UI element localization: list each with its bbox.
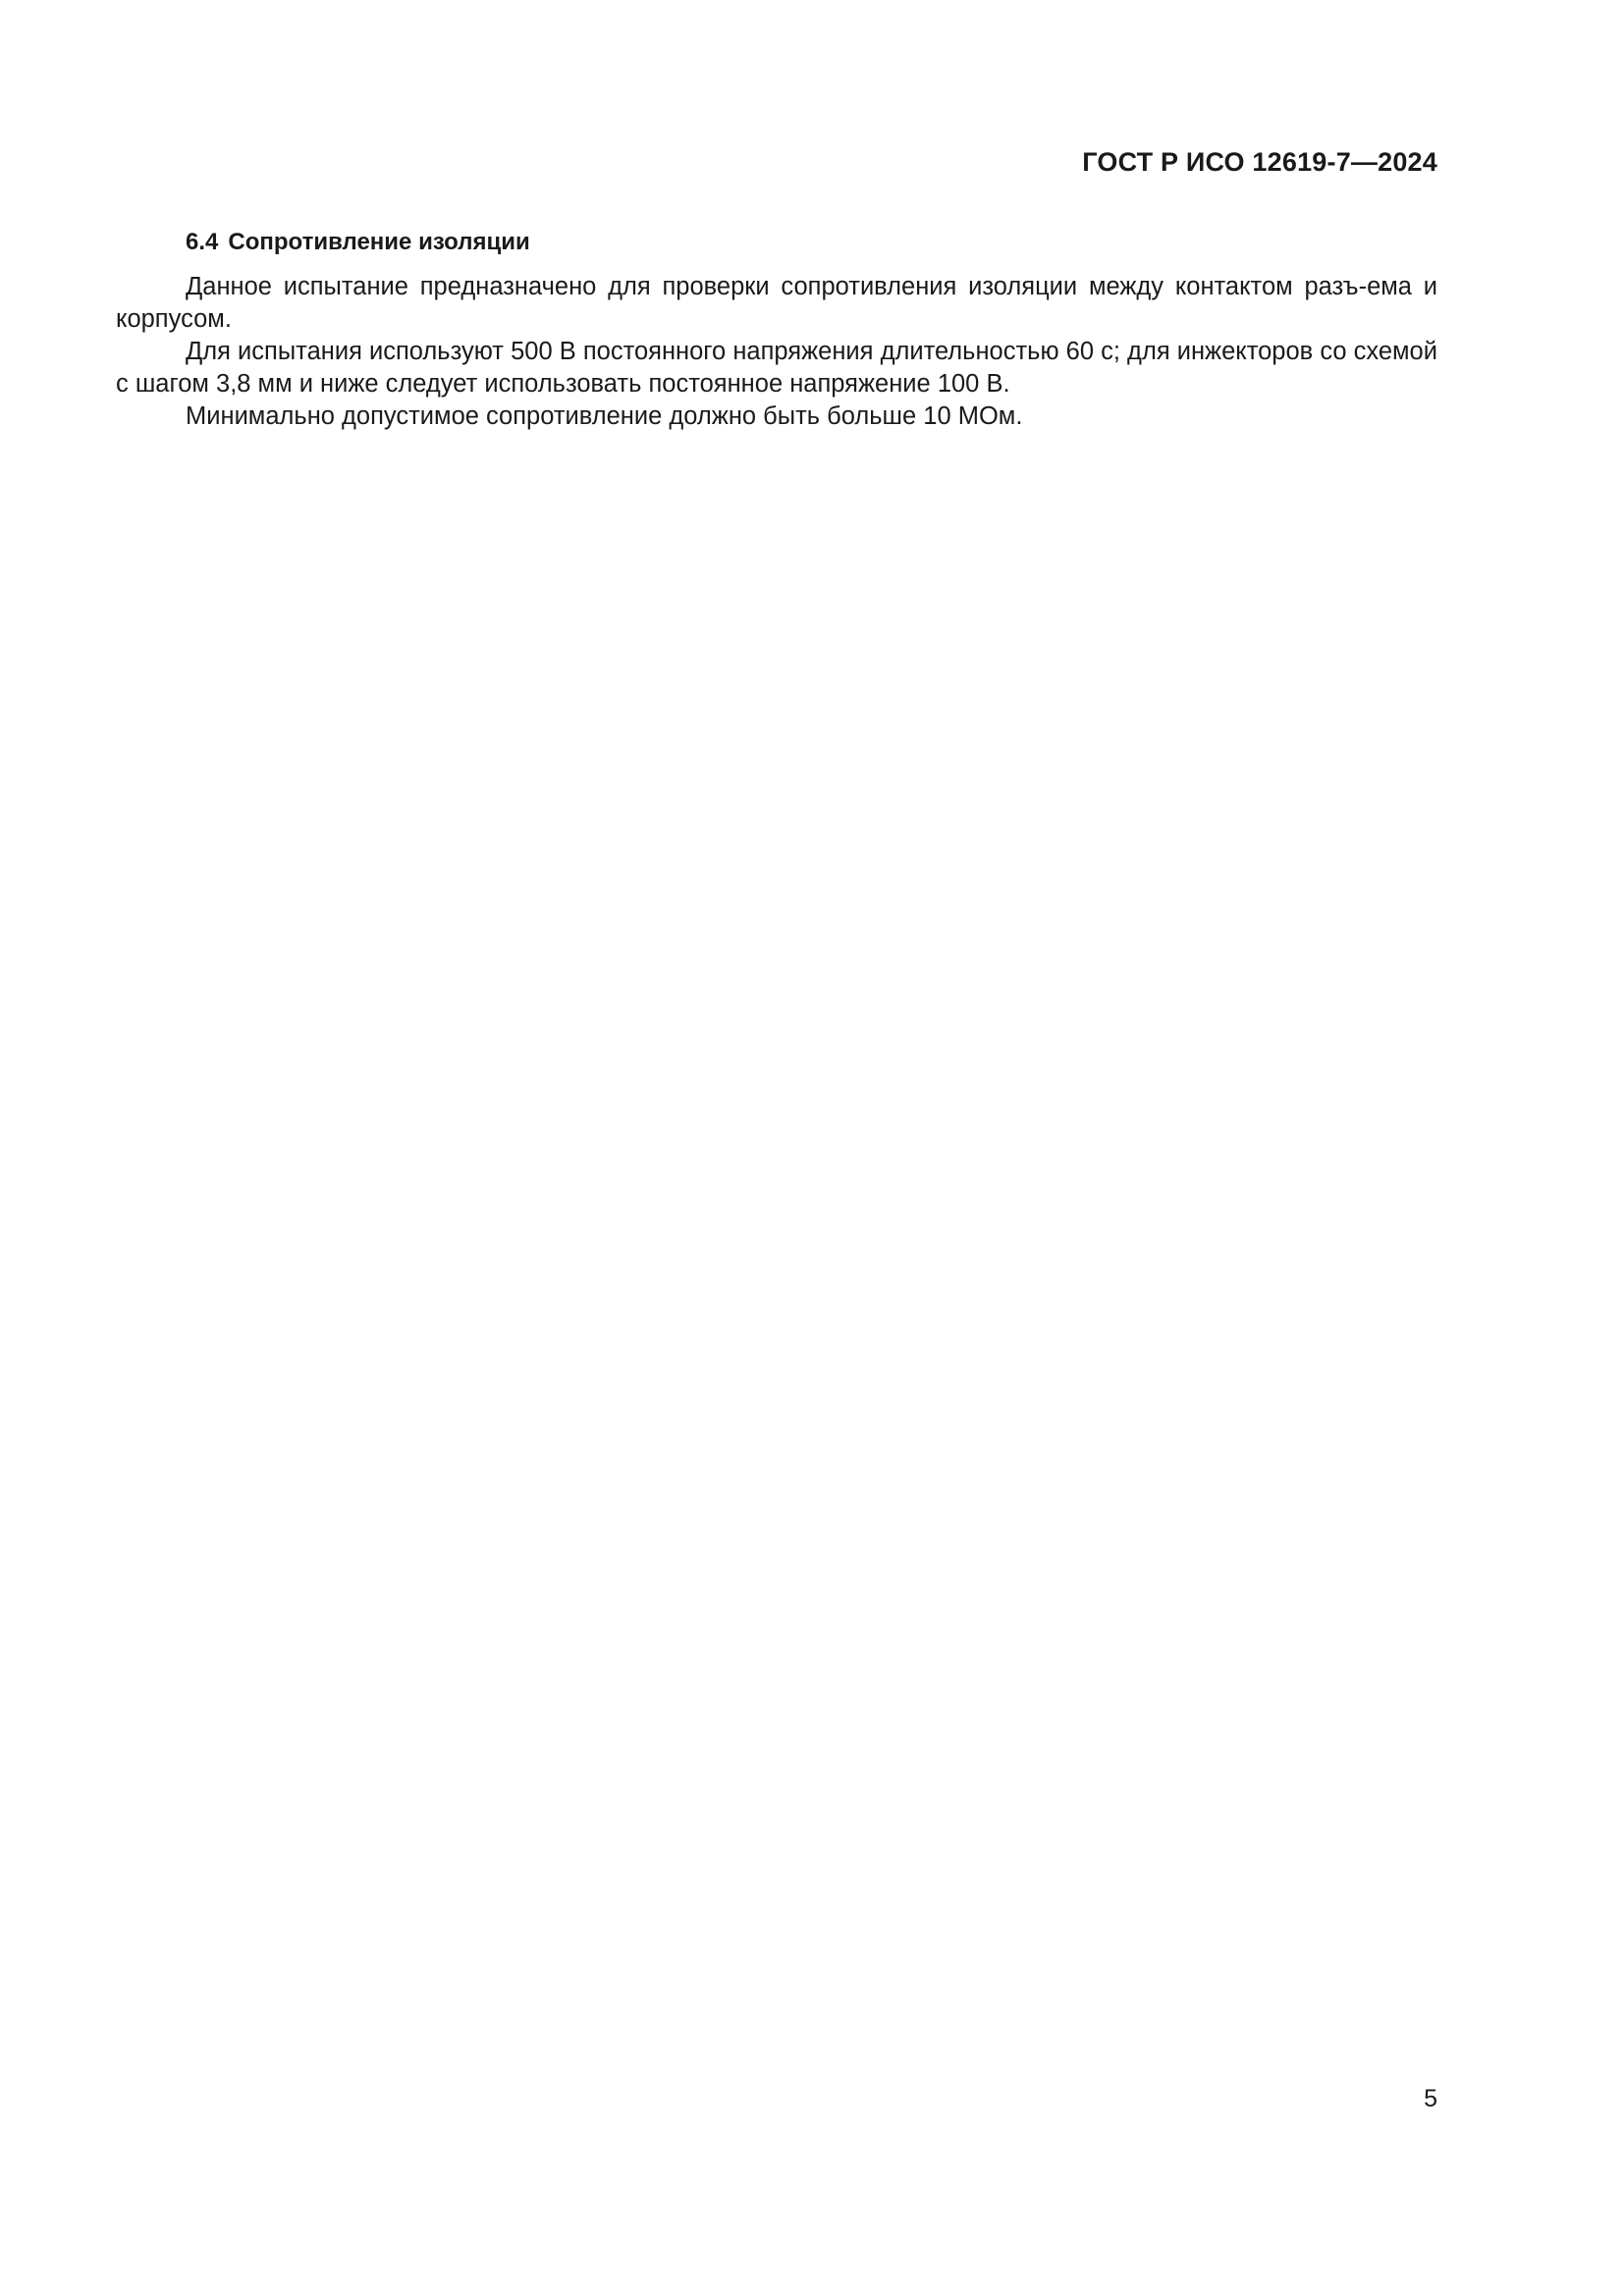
document-code-header: ГОСТ Р ИСО 12619-7—2024: [1082, 147, 1437, 177]
section-6-4: [116, 228, 1437, 433]
page-number: 5: [1424, 2085, 1437, 2112]
section-number: 6.4: [186, 229, 219, 255]
paragraph-minimum-resistance: Минимально допустимое сопротивление должно быть больше 10 МОм.: [186, 402, 1023, 430]
section-title: Сопротивление изоляции: [228, 229, 530, 255]
section-heading: [116, 228, 1437, 257]
paragraph-test-voltage: Для испытания используют 500 В постоянного напряжения длительностью 60 с; для инжекторов со схемой с шагом 3,8 мм и ниже следует использовать постоянное напряжение 100 В.: [116, 338, 1437, 398]
paragraph-purpose: Данное испытание предназначено для проверки сопротивления изоляции между контактом разъ-ема и корпусом.: [116, 273, 1437, 333]
